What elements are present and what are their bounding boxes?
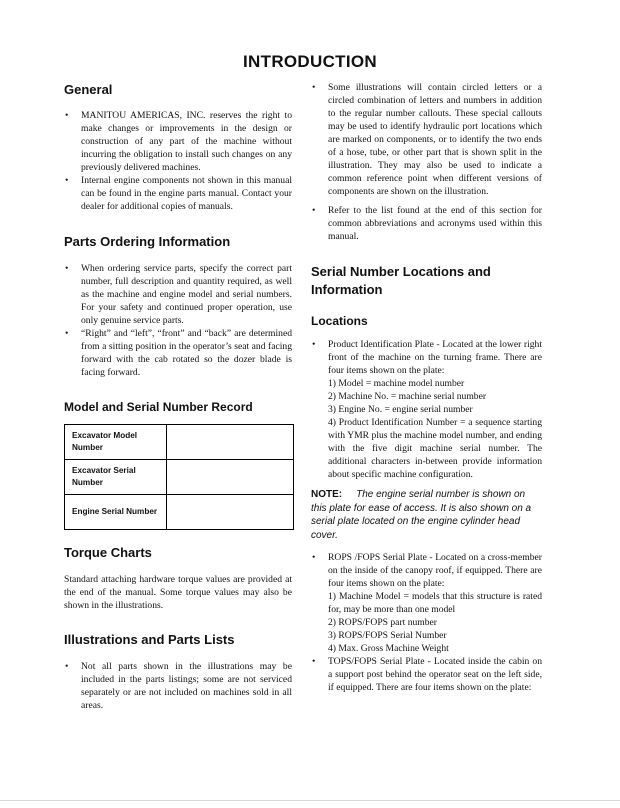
general-heading: General: [64, 82, 113, 97]
locations-subheading: Locations: [311, 314, 368, 328]
excavator-serial-label: Excavator Serial Number: [65, 460, 167, 495]
illustrations-heading: Illustrations and Parts Lists: [64, 632, 235, 647]
excavator-serial-value: [167, 460, 294, 495]
illustrations-list: [64, 660, 292, 712]
parts-ordering-heading: Parts Ordering Information: [64, 234, 231, 249]
rops-item-4: 4) Max. Gross Machine Weight: [328, 643, 449, 654]
general-bullet-2: • Internal engine components not shown in this manual can be found in the engine parts manual. Contact your dealer for additional copies of manuals.: [64, 174, 292, 213]
callouts-bullet-1: • Some illustrations will contain circled letters or a circled combination of letters and numbers in addition to the regular number callouts. These special callouts may be used to identify hydraulic port locations which are marked on components, or to identify the two ends of a hose, tube, or other part that is shown split in the illustration. They may also be used to indicate a common reference point when different versions of components are shown on the illustration.: [311, 81, 542, 198]
pid-item-4: 4) Product Identification Number = a sequence starting with YMR plus the machine model number, and ending with the five digit machine serial number. The additional characters in-between provide information about specific machine configuration.: [328, 417, 542, 480]
table-row: [65, 460, 294, 495]
rops-tops-list: [311, 551, 542, 694]
rops-item-3: 3) ROPS/FOPS Serial Number: [328, 630, 447, 641]
pid-item-1: 1) Model = machine model number: [328, 378, 465, 389]
callouts-list: [311, 81, 542, 243]
pid-item-2: 2) Machine No. = machine serial number: [328, 391, 487, 402]
rops-item-1: 1) Machine Model = models that this structure is rated for, may be more than one model: [328, 591, 542, 615]
engine-serial-label: Engine Serial Number: [65, 495, 167, 530]
parts-ordering-bullet-1: • When ordering service parts, specify the correct part number, full description and quantity required, as well as the machine and engine model and serial numbers. For your safety and continued proper operation, use only genuine service parts.: [64, 262, 292, 327]
product-id-plate-bullet: [311, 338, 542, 481]
general-bullet-1: • MANITOU AMERICAS, INC. reserves the right to make changes or improvements in the design or construction of any part of the machine without incurring the obligation to install such changes on any previously delivered machines.: [64, 109, 292, 174]
serial-record-table: [64, 424, 294, 530]
right-column: [311, 78, 542, 694]
serial-locations-heading: Serial Number Locations and Information: [311, 264, 491, 297]
table-row: [65, 425, 294, 460]
abbreviations-bullet: • Refer to the list found at the end of this section for common abbreviations and acronyms used within this manual.: [311, 204, 542, 243]
left-column: [64, 78, 292, 712]
locations-list: [311, 338, 542, 481]
engine-serial-note: [311, 488, 542, 542]
rops-item-2: 2) ROPS/FOPS part number: [328, 617, 438, 628]
general-list: [64, 109, 292, 213]
record-heading: Model and Serial Number Record: [64, 400, 253, 414]
parts-ordering-bullet-2: • “Right” and “left”, “front” and “back” are determined from a sitting position in the operator’s seat and facing forward with the cab rotated so the dozer blade is facing forward.: [64, 327, 292, 379]
parts-ordering-list: [64, 262, 292, 379]
torque-heading: Torque Charts: [64, 545, 152, 560]
note-label: NOTE:: [311, 489, 343, 500]
note-text: The engine serial number is shown on this plate for ease of access. It is also shown on a serial plate located on the engine cylinder head cover.: [311, 489, 532, 541]
pid-item-3: 3) Engine No. = engine serial number: [328, 404, 473, 415]
illustrations-bullet-1: • Not all parts shown in the illustrations may be included in the parts listings; some are not serviced separately or are not included on machines sold in all areas.: [64, 660, 292, 712]
product-id-plate-text: • Product Identification Plate - Located at the lower right front of the machine on the turning frame. There are four items shown on the plate:: [328, 339, 542, 376]
torque-text: Standard attaching hardware torque values are provided at the end of the manual. Some torque values may also be shown in the illustrations.: [64, 574, 292, 611]
excavator-model-value: [167, 425, 294, 460]
engine-serial-value: [167, 495, 294, 530]
page-title: INTRODUCTION: [243, 52, 377, 71]
rops-plate-text: • ROPS /FOPS Serial Plate - Located on a cross-member on the inside of the canopy roof, if equipped. There are four items shown on the plate:: [328, 552, 542, 589]
rops-plate-bullet: [311, 551, 542, 655]
table-row: [65, 495, 294, 530]
footer-rule: [0, 800, 620, 801]
excavator-model-label: Excavator Model Number: [65, 425, 167, 460]
tops-plate-bullet: • TOPS/FOPS Serial Plate - Located inside the cabin on a support post behind the operator seat on the left side, if equipped. There are four items shown on the plate:: [311, 655, 542, 694]
